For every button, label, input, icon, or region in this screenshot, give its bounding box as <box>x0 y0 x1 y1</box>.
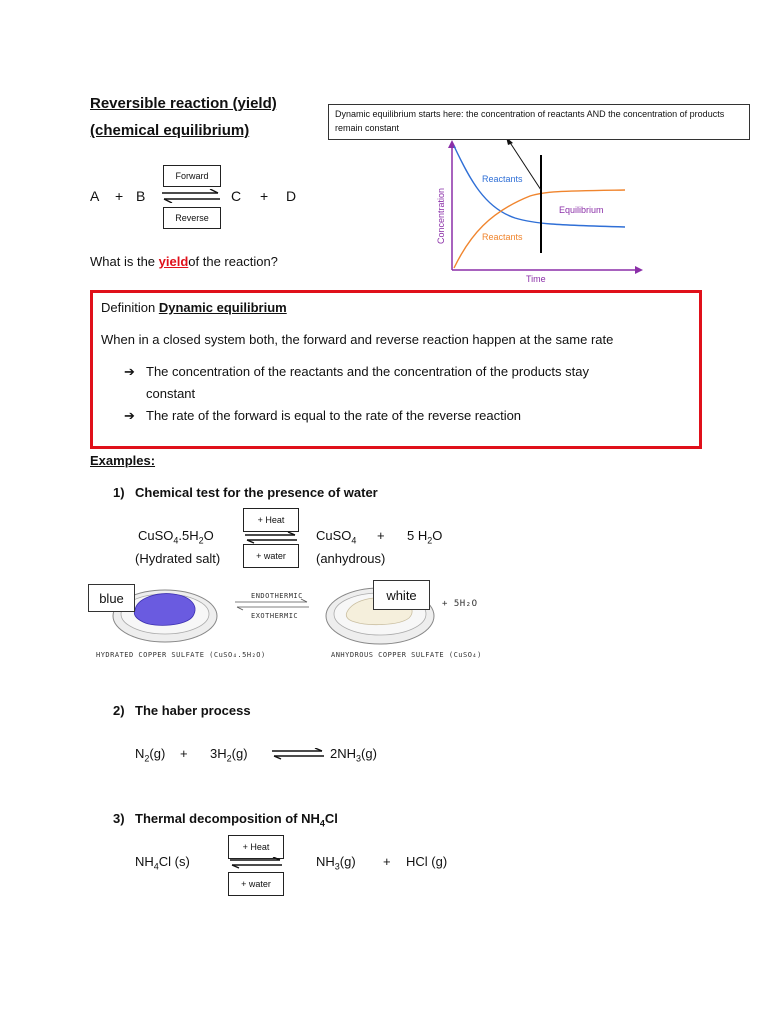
reverse-label: Reverse <box>175 213 209 223</box>
plus-sign: + <box>115 188 124 204</box>
example-3-number: 3) <box>113 811 125 826</box>
yield-question-pre: What is the <box>90 254 156 269</box>
formula-part: N <box>135 746 145 761</box>
ammonia-formula: $NH_3(g)$ <box>316 854 356 872</box>
water-box <box>228 872 284 896</box>
page-title-line2: (chemical equilibrium) <box>90 122 250 139</box>
equilibrium-arrows-icon <box>243 532 299 544</box>
water-label: + water <box>256 551 286 561</box>
formula-part: NH <box>135 854 154 869</box>
species-a: A <box>90 188 100 204</box>
ammonium-chloride-formula: $NH_4Cl$ (s) <box>135 854 190 872</box>
callout-pointer-arrow-icon <box>506 140 513 145</box>
forward-label: Forward <box>175 171 209 181</box>
formula-part: (g) <box>361 746 377 761</box>
hydrated-caption: HYDRATED COPPER SULFATE (CuSO₄.5H₂O) <box>96 651 266 659</box>
water-box <box>243 544 299 568</box>
formula-part: 5 H <box>407 528 428 543</box>
heat-box <box>243 508 299 532</box>
title-part: Thermal decomposition of NH <box>135 811 320 826</box>
white-label: white <box>373 580 430 610</box>
equilibrium-arrows-icon <box>270 748 326 760</box>
definition-text: When in a closed system both, the forward and reverse reaction happen at the same rate <box>101 332 614 347</box>
heat-label: + Heat <box>242 842 270 852</box>
nitrogen-formula: $N_2(g)$ <box>135 746 166 764</box>
formula-part: CuSO <box>138 528 174 543</box>
plus-sign: + <box>260 188 269 204</box>
reactants-top-label: Reactants <box>482 174 523 184</box>
formula-part: O <box>203 528 214 543</box>
plus-water-label: + 5H₂O <box>442 599 478 609</box>
formula-part: 2NH <box>330 746 357 761</box>
plus-sign: + <box>383 854 391 869</box>
formula-part: NH <box>316 854 335 869</box>
water-formula: 5 $H_2O$ <box>407 528 443 546</box>
forward-label-box <box>163 165 221 187</box>
species-c: C <box>231 188 242 204</box>
bullet-arrow-icon: ➔ <box>124 408 135 423</box>
definition-bullet-2: The rate of the forward is equal to the rate of the reverse reaction <box>146 408 522 423</box>
equilibrium-callout: Dynamic equilibrium starts here: the concentration of reactants AND the concentration of products remain constant <box>328 104 750 140</box>
definition-label: Definition <box>101 300 156 315</box>
yield-question-post: of the reaction? <box>188 254 278 269</box>
formula-part: O <box>432 528 443 543</box>
definition-term: Dynamic equilibrium <box>158 300 287 315</box>
title-part: Cl <box>324 811 338 826</box>
yield-question <box>90 254 278 269</box>
yield-word: yield <box>158 254 189 269</box>
examples-heading: Examples: <box>90 453 156 468</box>
heat-box <box>228 835 284 859</box>
ammonia-formula: $2NH_3(g)$ <box>330 746 377 764</box>
example-2-title: The haber process <box>135 703 251 718</box>
bullet-arrow-icon: ➔ <box>124 364 135 379</box>
hydrogen-formula: $3H_2(g)$ <box>210 746 248 764</box>
anhydrous-formula: CuSO$_4$ <box>316 528 357 546</box>
plus-sign: + <box>180 746 188 761</box>
formula-part: (g) <box>149 746 166 761</box>
equilibrium-arrows-icon <box>160 189 222 203</box>
x-axis-label: Time <box>526 274 546 284</box>
formula-part: .5H <box>178 528 199 543</box>
anhydrous-caption: ANHYDROUS COPPER SULFATE (CuSO₄) <box>331 651 482 659</box>
formula-part: (g) <box>231 746 248 761</box>
y-axis-label: Concentration <box>436 187 446 244</box>
equilibrium-label: Equilibrium <box>559 205 604 215</box>
hydrated-note: (Hydrated salt) <box>135 551 221 566</box>
products-curve <box>454 190 625 268</box>
definition-bullet-1: The concentration of the reactants and the concentration of the products stay <box>146 364 589 379</box>
water-label: + water <box>241 879 271 889</box>
example-2-number: 2) <box>113 703 125 718</box>
anhydrous-note: (anhydrous) <box>316 551 386 566</box>
x-axis-arrow-icon <box>635 266 643 274</box>
example-3-title: Thermal decomposition of $NH_4Cl$ <box>135 811 338 829</box>
page-title-line1: Reversible reaction (yield) <box>90 95 277 112</box>
hydrated-formula: $CuSO_4.5H_2O$ <box>138 528 214 546</box>
example-1-title: Chemical test for the presence of water <box>135 485 378 500</box>
formula-part: Cl (s) <box>158 854 190 869</box>
exothermic-label: EXOTHERMIC <box>251 612 299 620</box>
plus-sign: + <box>377 528 385 543</box>
reactants-bottom-label: Reactants <box>482 232 523 242</box>
hydrogen-chloride-formula: HCl (g) <box>406 854 448 869</box>
formula-part: CuSO <box>316 528 352 543</box>
formula-part: 3H <box>210 746 227 761</box>
formula-part: (g) <box>339 854 356 869</box>
endothermic-label: ENDOTHERMIC <box>251 592 303 600</box>
equilibrium-arrows-icon <box>228 857 284 869</box>
reverse-label-box <box>163 207 221 229</box>
species-d: D <box>286 188 297 204</box>
species-b: B <box>136 188 146 204</box>
heat-label: + Heat <box>257 515 285 525</box>
equilibrium-graph <box>395 140 665 290</box>
definition-heading <box>101 300 287 315</box>
definition-bullet-1-cont: constant <box>146 386 196 401</box>
example-1-number: 1) <box>113 485 125 500</box>
blue-label: blue <box>88 584 135 612</box>
